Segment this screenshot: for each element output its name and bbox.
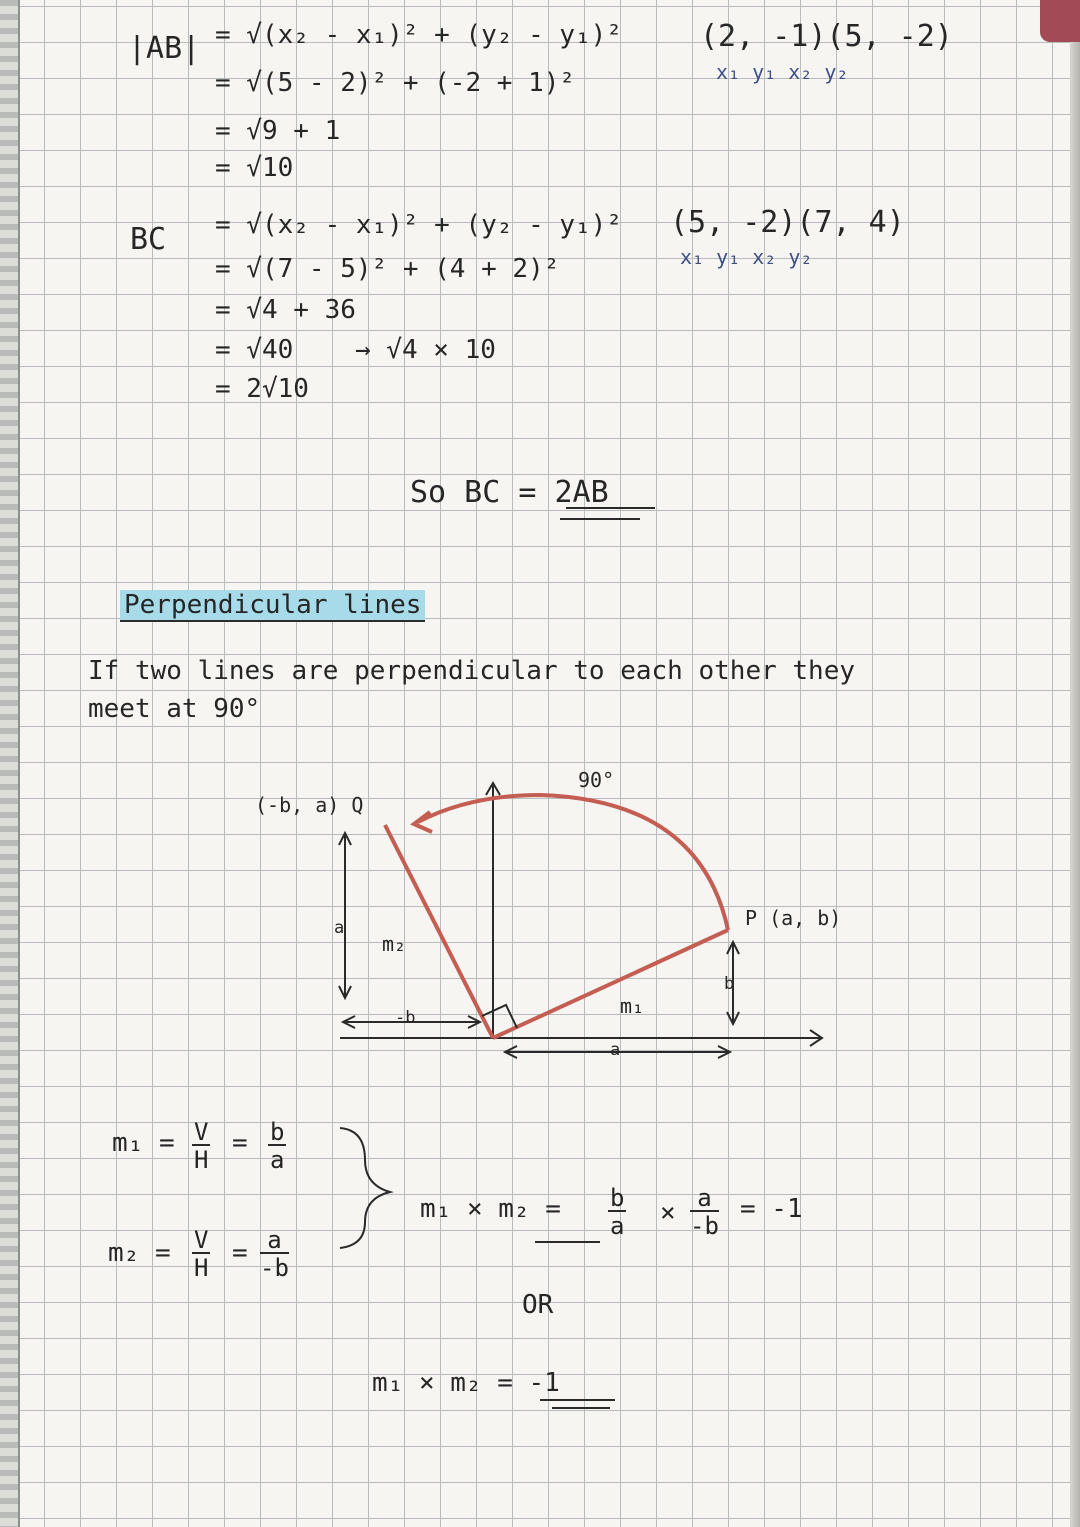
product-lhs: m₁ × m₂ = [420, 1194, 561, 1224]
bc-side-note: → √4 × 10 [355, 335, 496, 365]
ab-line-3: = √9 + 1 [215, 116, 341, 146]
point-p-label: P (a, b) [745, 906, 842, 930]
ab-points: (2, -1)(5, -2) [700, 19, 953, 54]
angle-label: 90° [578, 768, 615, 792]
conclusion: So BC = 2AB [410, 475, 609, 510]
section-heading-text: Perpendicular lines [120, 590, 425, 622]
label-a-vertical: a [334, 918, 345, 938]
section-text-line-1: If two lines are perpendicular to each other they [88, 656, 856, 686]
product-times: × [660, 1198, 676, 1228]
bc-line-5: = 2√10 [215, 374, 309, 404]
m2-num: a [260, 1228, 289, 1254]
m2-eq: = [232, 1238, 248, 1268]
m2-lhs: m₂ = [108, 1238, 171, 1268]
section-text-line-2: meet at 90° [88, 694, 261, 724]
m1-label: m₁ [620, 994, 645, 1018]
ab-line-2: = √(5 - 2)² + (-2 + 1)² [215, 68, 576, 98]
bc-line-2: = √(7 - 5)² + (4 + 2)² [215, 254, 560, 284]
final-equation: m₁ × m₂ = -1 [372, 1368, 560, 1398]
m2-v: V [194, 1226, 209, 1254]
m2-den: -b [260, 1254, 289, 1282]
m1-h: H [194, 1146, 209, 1174]
m2-a-negb-fraction [260, 1228, 289, 1280]
product-fraction-2 [690, 1186, 719, 1238]
ab-line-4: = √10 [215, 153, 294, 183]
m1-den: a [270, 1146, 285, 1174]
m1-num: b [270, 1118, 285, 1146]
product-rhs: = -1 [740, 1194, 803, 1224]
ab-line-1: = √(x₂ - x₁)² + (y₂ - y₁)² [215, 20, 622, 50]
m2-h: H [194, 1254, 209, 1282]
or-label: OR [522, 1290, 554, 1320]
ab-label: |AB| [128, 31, 201, 66]
product-fraction-1 [608, 1186, 626, 1238]
product-f2-den: -b [690, 1212, 719, 1240]
rotation-arc [418, 795, 728, 930]
point-q-label: (-b, a) Q [255, 793, 364, 817]
m1-vh-fraction [192, 1120, 210, 1172]
bc-line-3: = √4 + 36 [215, 295, 356, 325]
product-f1-num: b [610, 1184, 625, 1212]
m1-v: V [194, 1118, 209, 1146]
line-m1 [493, 930, 728, 1038]
m1-ba-fraction [268, 1120, 286, 1172]
brace [340, 1128, 390, 1248]
bc-line-1: = √(x₂ - x₁)² + (y₂ - y₁)² [215, 210, 622, 240]
bc-label: BC [130, 222, 167, 257]
product-f2-num: a [690, 1186, 719, 1212]
m2-label: m₂ [382, 932, 407, 956]
rotation-arc-arrowhead [414, 812, 432, 832]
label-a-horizontal: a [610, 1040, 621, 1060]
label-b-vertical: b [724, 974, 735, 994]
bc-point-labels: x₁ y₁ x₂ y₂ [680, 245, 813, 269]
bc-line-4: = √40 [215, 335, 294, 365]
m2-vh-fraction [192, 1228, 210, 1280]
bc-points: (5, -2)(7, 4) [670, 205, 905, 240]
m1-eq: = [232, 1128, 248, 1158]
m1-lhs: m₁ = [112, 1128, 175, 1158]
label-neg-b: -b [395, 1008, 416, 1028]
product-f1-den: a [610, 1212, 625, 1240]
ab-point-labels: x₁ y₁ x₂ y₂ [716, 60, 849, 84]
